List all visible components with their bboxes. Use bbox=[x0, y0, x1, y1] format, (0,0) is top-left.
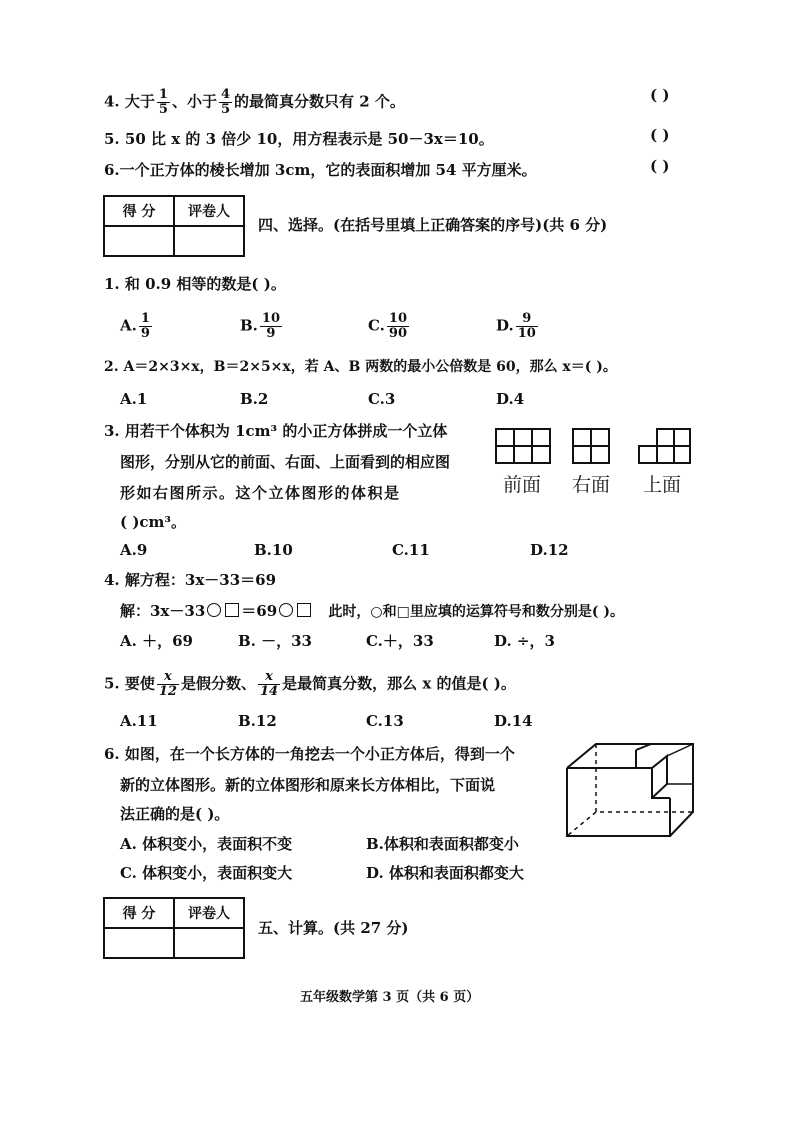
q2-option-a[interactable]: A.1 bbox=[120, 390, 148, 408]
grader-cell[interactable] bbox=[174, 226, 244, 256]
q4-option-a[interactable]: A. ＋，69 bbox=[120, 632, 193, 650]
q4-text-post: 的最简真分数只有 2 个。 bbox=[234, 92, 405, 111]
choice-q6-line3: 法正确的是( )。 bbox=[120, 805, 230, 823]
score-cell[interactable] bbox=[104, 928, 174, 958]
q3-option-b[interactable]: B.10 bbox=[254, 541, 293, 559]
score-cell[interactable] bbox=[104, 226, 174, 256]
q2-option-d[interactable]: D.4 bbox=[496, 390, 525, 408]
q4-number: 4. bbox=[104, 92, 120, 111]
score-label: 得 分 bbox=[104, 196, 174, 226]
top-view-diagram bbox=[638, 428, 694, 466]
q4-option-c[interactable]: C.＋，33 bbox=[366, 632, 434, 650]
q4-option-d[interactable]: D. ÷，3 bbox=[494, 632, 555, 650]
judge-q4-answer[interactable]: ( ) bbox=[650, 86, 670, 104]
section-4-title: 四、选择。(在括号里填上正确答案的序号)(共 6 分) bbox=[258, 216, 608, 234]
q1-option-a[interactable]: A. $\frac{1}{9}$ bbox=[120, 311, 150, 341]
q5-option-c[interactable]: C.13 bbox=[366, 712, 404, 730]
square-blank-icon bbox=[225, 603, 239, 617]
grader-cell[interactable] bbox=[174, 928, 244, 958]
right-view-label: 右面 bbox=[572, 474, 611, 496]
judge-q6-answer[interactable]: ( ) bbox=[650, 157, 670, 175]
circle-blank-icon bbox=[207, 603, 221, 617]
judge-q6: 6.一个正方体的棱长增加 3cm，它的表面积增加 54 平方厘米。 bbox=[104, 161, 537, 179]
q3-option-d[interactable]: D.12 bbox=[530, 541, 569, 559]
square-blank-icon bbox=[297, 603, 311, 617]
choice-q6-line1: 6. 如图，在一个长方体的一角挖去一个小正方体后，得到一个 bbox=[104, 745, 515, 763]
top-view-label: 上面 bbox=[643, 474, 682, 496]
q5-option-d[interactable]: D.14 bbox=[494, 712, 533, 730]
score-box-4 bbox=[103, 195, 245, 257]
score-box-5 bbox=[103, 897, 245, 959]
choice-q4-solution: 解：3x－33 ＝69 此时，○和□里应填的运算符号和数分别是( )。 bbox=[120, 602, 624, 620]
choice-q3-line1: 3. 用若干个体积为 1cm³ 的小正方体拼成一个立体 bbox=[104, 422, 448, 440]
q2-option-b[interactable]: B.2 bbox=[240, 390, 269, 408]
q3-option-c[interactable]: C.11 bbox=[392, 541, 430, 559]
score-label: 得 分 bbox=[104, 898, 174, 928]
q6-option-c[interactable]: C. 体积变小，表面积变大 bbox=[120, 864, 293, 882]
page-footer: 五年级数学第 3 页（共 6 页） bbox=[300, 990, 480, 1005]
q1-option-d[interactable]: D. $\frac{9}{10}$ bbox=[496, 311, 536, 341]
q6-option-b[interactable]: B.体积和表面积都变小 bbox=[366, 835, 519, 853]
q4-text-mid: 、小于 bbox=[171, 92, 217, 111]
judge-q4 bbox=[104, 88, 405, 117]
front-view-diagram bbox=[495, 428, 555, 466]
choice-q6-line2: 新的立体图形。新的立体图形和原来长方体相比，下面说 bbox=[120, 776, 496, 794]
q4-text-pre: 大于 bbox=[124, 92, 155, 111]
q4-option-b[interactable]: B. －，33 bbox=[238, 632, 312, 650]
fraction-1-5: $\frac{1}{5}$ bbox=[158, 87, 168, 117]
right-view-diagram bbox=[572, 428, 614, 466]
choice-q3-line3: 形如右图所示。这个立体图形的体积是 bbox=[120, 484, 401, 502]
q5-option-b[interactable]: B.12 bbox=[238, 712, 277, 730]
fraction-4-5: $\frac{4}{5}$ bbox=[220, 87, 231, 117]
q1-option-b[interactable]: B. $\frac{10}{9}$ bbox=[240, 311, 280, 341]
section-5-title: 五、计算。(共 27 分) bbox=[258, 919, 409, 937]
q5-option-a[interactable]: A.11 bbox=[120, 712, 158, 730]
q3-option-a[interactable]: A.9 bbox=[120, 541, 148, 559]
front-view-label: 前面 bbox=[503, 474, 542, 496]
q6-option-d[interactable]: D. 体积和表面积都变大 bbox=[366, 864, 524, 882]
circle-blank-icon bbox=[279, 603, 293, 617]
q6-option-a[interactable]: A. 体积变小，表面积不变 bbox=[120, 835, 293, 853]
cuboid-with-notch-diagram bbox=[560, 740, 700, 840]
choice-q1-stem: 1. 和 0.9 相等的数是( )。 bbox=[104, 275, 286, 293]
q2-option-c[interactable]: C.3 bbox=[368, 390, 396, 408]
choice-q5-stem: 5. 要使 $\frac{x}{12}$ 是假分数、 $\frac{x}{14}$ 是最简真分数，那么 x 的值是( )。 bbox=[104, 669, 516, 699]
choice-q3-line4: ( )cm³。 bbox=[120, 513, 186, 531]
choice-q2-stem: 2. A＝2×3×x，B＝2×5×x，若 A、B 两数的最小公倍数是 60，那么 x＝( )。 bbox=[104, 359, 617, 375]
choice-q4-stem: 4. 解方程：3x－33＝69 bbox=[104, 571, 277, 589]
q1-option-c[interactable]: C. $\frac{10}{90}$ bbox=[368, 311, 407, 341]
judge-q5-answer[interactable]: ( ) bbox=[650, 126, 670, 144]
judge-q5: 5. 50 比 x 的 3 倍少 10，用方程表示是 50－3x＝10。 bbox=[104, 130, 494, 148]
grader-label: 评卷人 bbox=[174, 898, 244, 928]
choice-q3-line2: 图形，分别从它的前面、右面、上面看到的相应图 bbox=[120, 453, 451, 471]
grader-label: 评卷人 bbox=[174, 196, 244, 226]
